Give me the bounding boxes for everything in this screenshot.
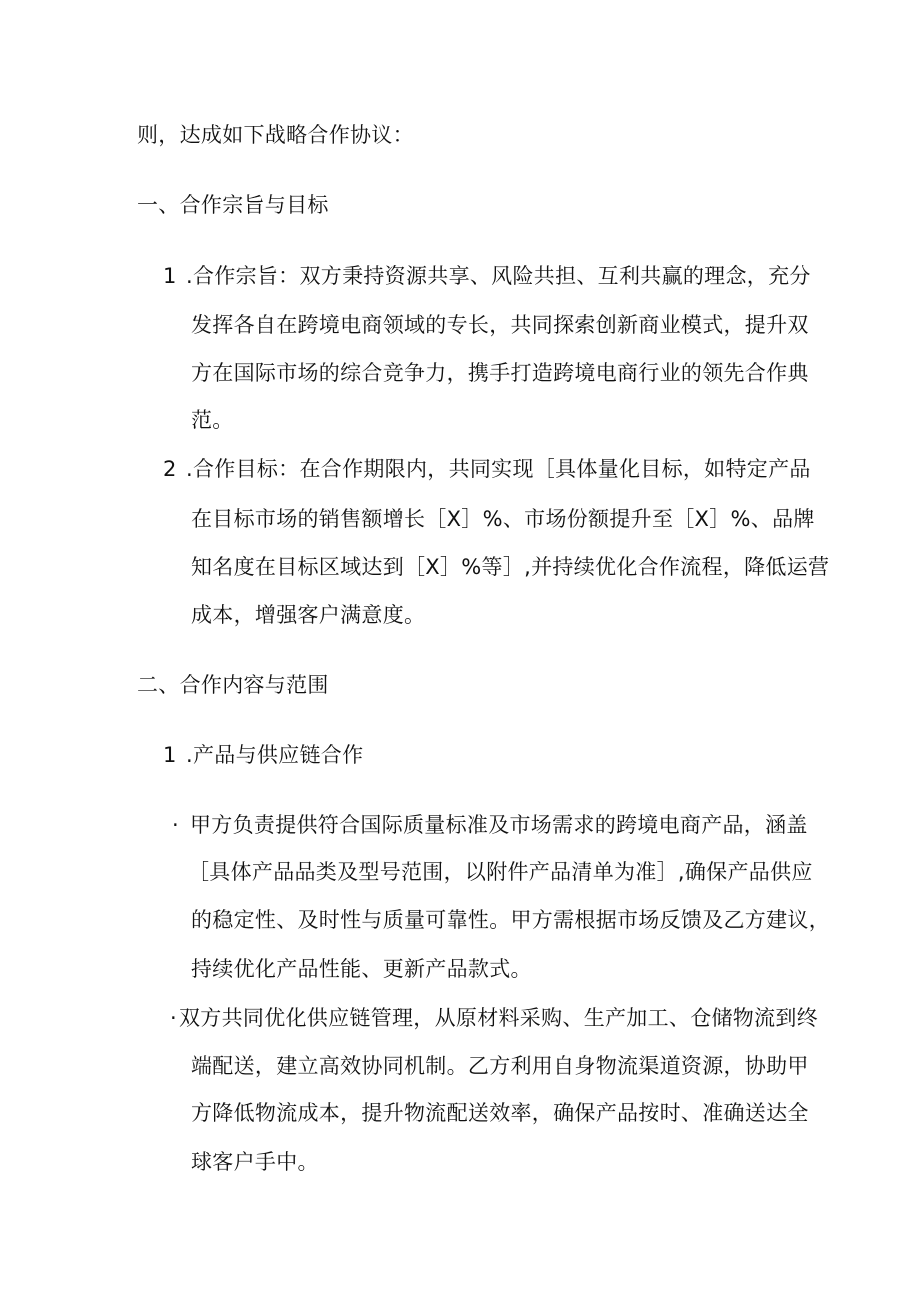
paragraph-line: 双方共同优化供应链管理，从原材料采购、生产加工、仓储物流到终 xyxy=(179,1006,818,1030)
paragraph-line: 的稳定性、及时性与质量可靠性。甲方需根据市场反馈及乙方建议， xyxy=(191,908,830,932)
paragraph-line: 成本，增强客户满意度。 xyxy=(191,603,426,627)
bullet-mark: · xyxy=(172,813,179,837)
paragraph-line: 知名度在目标区域达到［X］%等］,并持续优化合作流程，降低运营 xyxy=(191,555,830,579)
paragraph-line: .合作目标：在合作期限内，共同实现［具体量化目标，如特定产品 xyxy=(186,457,811,481)
item-number: 1 xyxy=(163,264,177,288)
item-number: 2 xyxy=(163,457,177,481)
paragraph-line: 发挥各自在跨境电商领域的专长，共同探索创新商业模式，提升双 xyxy=(191,313,809,337)
bullet-mark: · xyxy=(170,1006,177,1030)
paragraph-line: 范。 xyxy=(191,408,234,432)
paragraph-line: 在目标市场的销售额增长［X］%、市场份额提升至［X］%、品牌 xyxy=(191,507,815,531)
paragraph-line: 持续优化产品性能、更新产品款式。 xyxy=(191,957,532,981)
paragraph-line: .合作宗旨：双方秉持资源共享、风险共担、互利共赢的理念，充分 xyxy=(186,264,811,288)
intro-text: 则，达成如下战略合作协议： xyxy=(137,123,414,147)
section-1-heading: 一、合作宗旨与目标 xyxy=(137,193,329,217)
item-number: 1 xyxy=(163,743,177,767)
paragraph-line: 方在国际市场的综合竞争力，携手打造跨境电商行业的领先合作典 xyxy=(191,361,809,385)
paragraph-line: 方降低物流成本，提升物流配送效率，确保产品按时、准确送达全 xyxy=(191,1101,809,1125)
paragraph-line: 球客户手中。 xyxy=(191,1150,319,1174)
paragraph-line: 端配送，建立高效协同机制。乙方利用自身物流渠道资源，协助甲 xyxy=(191,1054,809,1078)
paragraph-line: 甲方负责提供符合国际质量标准及市场需求的跨境电商产品，涵盖 xyxy=(190,813,808,837)
section-2-heading: 二、合作内容与范围 xyxy=(137,673,329,697)
paragraph-line: ［具体产品品类及型号范围，以附件产品清单为准］,确保产品供应 xyxy=(188,860,813,884)
sub-heading-label: .产品与供应链合作 xyxy=(186,743,364,767)
